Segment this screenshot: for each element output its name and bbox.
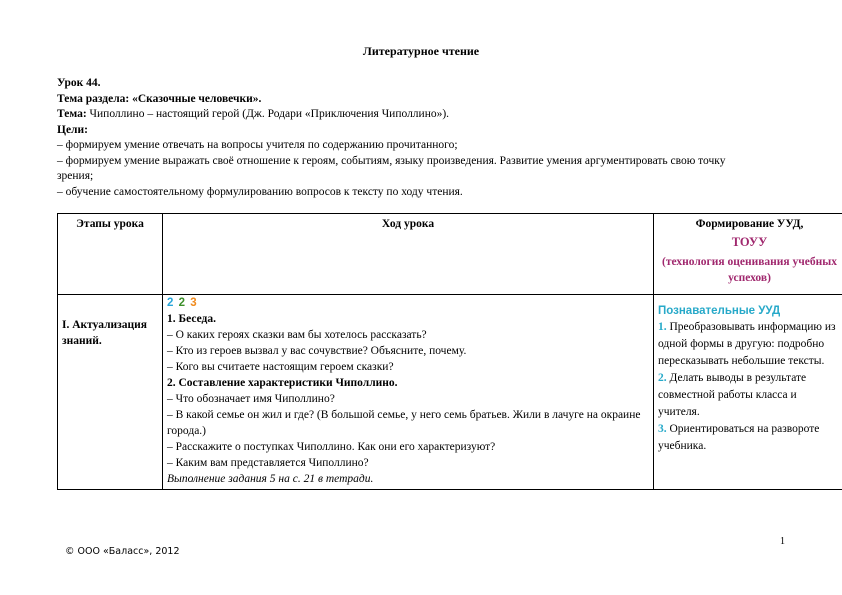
uud-item-number: 2.	[658, 372, 667, 384]
course-line: – Кто из героев вызвал у вас сочувствие? Объясните, почему.	[167, 345, 467, 357]
topic-label: Тема:	[57, 108, 87, 120]
copyright-footer: © ООО «Баласс», 2012	[65, 546, 180, 557]
stage-name: I. Актуализация знаний.	[62, 319, 148, 347]
uud-item	[658, 370, 841, 421]
uud-cell	[654, 295, 842, 490]
uud-item-number: 3.	[658, 423, 667, 435]
course-line: 1. Беседа.	[167, 313, 216, 325]
page-number: 1	[780, 536, 785, 547]
course-line: 2. Составление характеристики Чиполлино.	[167, 377, 398, 389]
uud-category: Познавательные УУД	[658, 305, 781, 317]
uud-heading: Формирование УУД,	[695, 218, 804, 230]
lesson-number: Урок 44.	[57, 77, 101, 89]
header-uud	[654, 214, 842, 295]
table-header-row	[58, 214, 842, 295]
level-marker: 2	[178, 297, 187, 309]
header-stages: Этапы урока	[58, 214, 163, 295]
uud-item-text: Преобразовывать информацию из одной формы в другую: подробно пересказывать небольшие тексты.	[658, 321, 836, 367]
level-marker: 2	[167, 297, 175, 309]
course-line: – Расскажите о поступках Чиполлино. Как они его характеризуют?	[167, 441, 496, 453]
uud-item	[658, 421, 841, 455]
table-row	[58, 295, 842, 490]
header-course: Ход урока	[163, 214, 654, 295]
level-markers	[167, 295, 649, 311]
course-line: – О каких героях сказки вам бы хотелось рассказать?	[167, 329, 427, 341]
topic-text: Чиполлино – настоящий герой (Дж. Родари «Приключения Чиполлино»).	[86, 108, 450, 120]
touu-description: (технология оценивания учебных успехов)	[662, 256, 837, 284]
stage-cell	[58, 295, 163, 490]
touu-label: ТОУУ	[731, 235, 768, 249]
uud-item-text: Делать выводы в результате совместной работы класса и учителя.	[658, 372, 807, 418]
course-line: – Каким вам представляется Чиполлино?	[167, 457, 369, 469]
level-marker: 3	[190, 297, 198, 309]
section-theme: Тема раздела: «Сказочные человечки».	[57, 92, 262, 105]
goal-item: – формируем умение отвечать на вопросы учителя по содержанию прочитанного;	[57, 139, 458, 151]
uud-item-text: Ориентироваться на развороте учебника.	[658, 423, 820, 452]
course-line: Выполнение задания 5 на с. 21 в тетради.	[167, 473, 374, 485]
goals-label: Цели:	[57, 123, 88, 136]
course-cell	[163, 295, 654, 490]
lesson-header	[57, 76, 757, 200]
course-line: – Что обозначает имя Чиполлино?	[167, 393, 335, 405]
goal-item: – формируем умение выражать своё отношение к героям, событиям, языку произведения. Развитие умения аргументировать свою точку зрения;	[57, 154, 726, 182]
uud-item	[658, 319, 841, 370]
page-title: Литературное чтение	[362, 44, 480, 58]
lesson-table	[57, 213, 842, 490]
goal-item: – обучение самостоятельному формулированию вопросов к тексту по ходу чтения.	[57, 185, 463, 198]
course-line: – В какой семье он жил и где? (В большой семье, у него семь братьев. Жили в лачуге на окраине города.)	[167, 409, 641, 437]
course-line: – Кого вы считаете настоящим героем сказки?	[167, 361, 394, 373]
uud-item-number: 1.	[658, 321, 667, 333]
lesson-topic	[57, 107, 757, 123]
